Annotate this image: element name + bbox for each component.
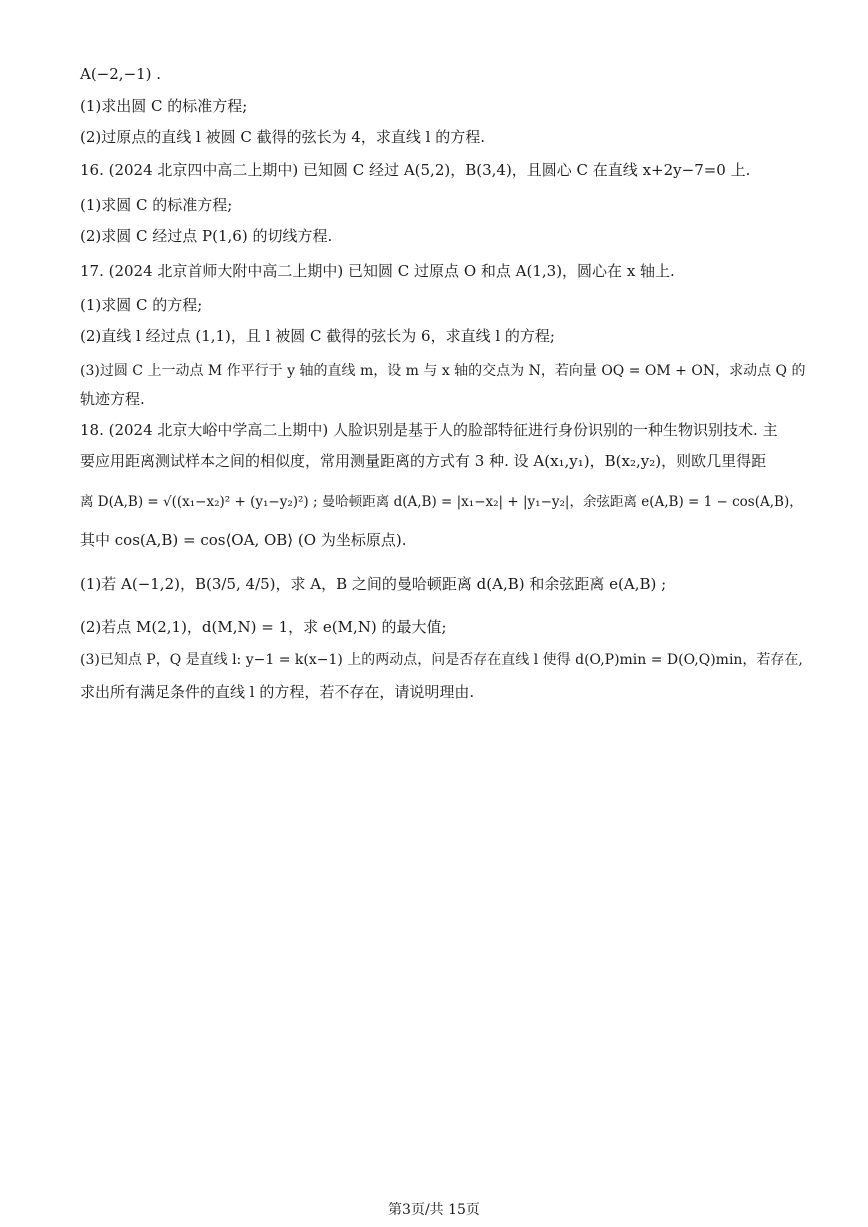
text-line: (1)求圆 C 的标准方程; bbox=[80, 196, 233, 214]
text-line: 要应用距离测试样本之间的相似度，常用测量距离的方式有 3 种. 设 A(x₁,y₁)，B(x₂,y₂)，则欧几里得距 bbox=[80, 452, 767, 470]
text-line: (2)若点 M(2,1)，d(M,N) = 1，求 e(M,N) 的最大值; bbox=[80, 618, 447, 636]
question-18-stem: 18. (2024 北京大峪中学高二上期中) 人脸识别是基于人的脸部特征进行身份识别的一种生物识别技术. 主 bbox=[80, 421, 778, 439]
text-line: (2)求圆 C 经过点 P(1,6) 的切线方程. bbox=[80, 227, 333, 245]
page-number: 第3页/共 15页 bbox=[388, 1202, 480, 1218]
text-line: (2)直线 l 经过点 (1,1)，且 l 被圆 C 截得的弦长为 6，求直线 l 的方程; bbox=[80, 327, 555, 345]
text-line: (3)过圆 C 上一动点 M 作平行于 y 轴的直线 m，设 m 与 x 轴的交点为 N，若向量 OQ = OM + ON，求动点 Q 的 bbox=[80, 363, 806, 379]
text-line: A(−2,−1) . bbox=[80, 65, 162, 83]
question-17-stem: 17. (2024 北京首师大附中高二上期中) 已知圆 C 过原点 O 和点 A(1,3)，圆心在 x 轴上. bbox=[80, 262, 675, 280]
text-line: (3)已知点 P，Q 是直线 l: y−1 = k(x−1) 上的两动点，问是否存在直线 l 使得 d(O,P)min = D(O,Q)min，若存在, bbox=[80, 652, 803, 668]
text-line: (1)若 A(−1,2)，B(3/5, 4/5)，求 A，B 之间的曼哈顿距离 d(A,B) 和余弦距离 e(A,B) ; bbox=[80, 575, 667, 593]
question-16-stem: 16. (2024 北京四中高二上期中) 已知圆 C 经过 A(5,2)，B(3,4)，且圆心 C 在直线 x+2y−7=0 上. bbox=[80, 161, 751, 179]
text-line: (1)求出圆 C 的标准方程; bbox=[80, 97, 248, 115]
text-line: 轨迹方程. bbox=[80, 390, 145, 408]
text-line: 离 D(A,B) = √((x₁−x₂)² + (y₁−y₂)²) ; 曼哈顿距离 d(A,B) = |x₁−x₂| + |y₁−y₂|，余弦距离 e(A,B) = 1 − cos(A,B)， bbox=[80, 494, 803, 510]
text-line: (1)求圆 C 的方程; bbox=[80, 296, 203, 314]
text-line: (2)过原点的直线 l 被圆 C 截得的弦长为 4，求直线 l 的方程. bbox=[80, 128, 486, 146]
text-line: 求出所有满足条件的直线 l 的方程，若不存在，请说明理由. bbox=[80, 683, 475, 701]
text-line: 其中 cos(A,B) = cos⟨OA, OB⟩ (O 为坐标原点). bbox=[80, 531, 407, 549]
